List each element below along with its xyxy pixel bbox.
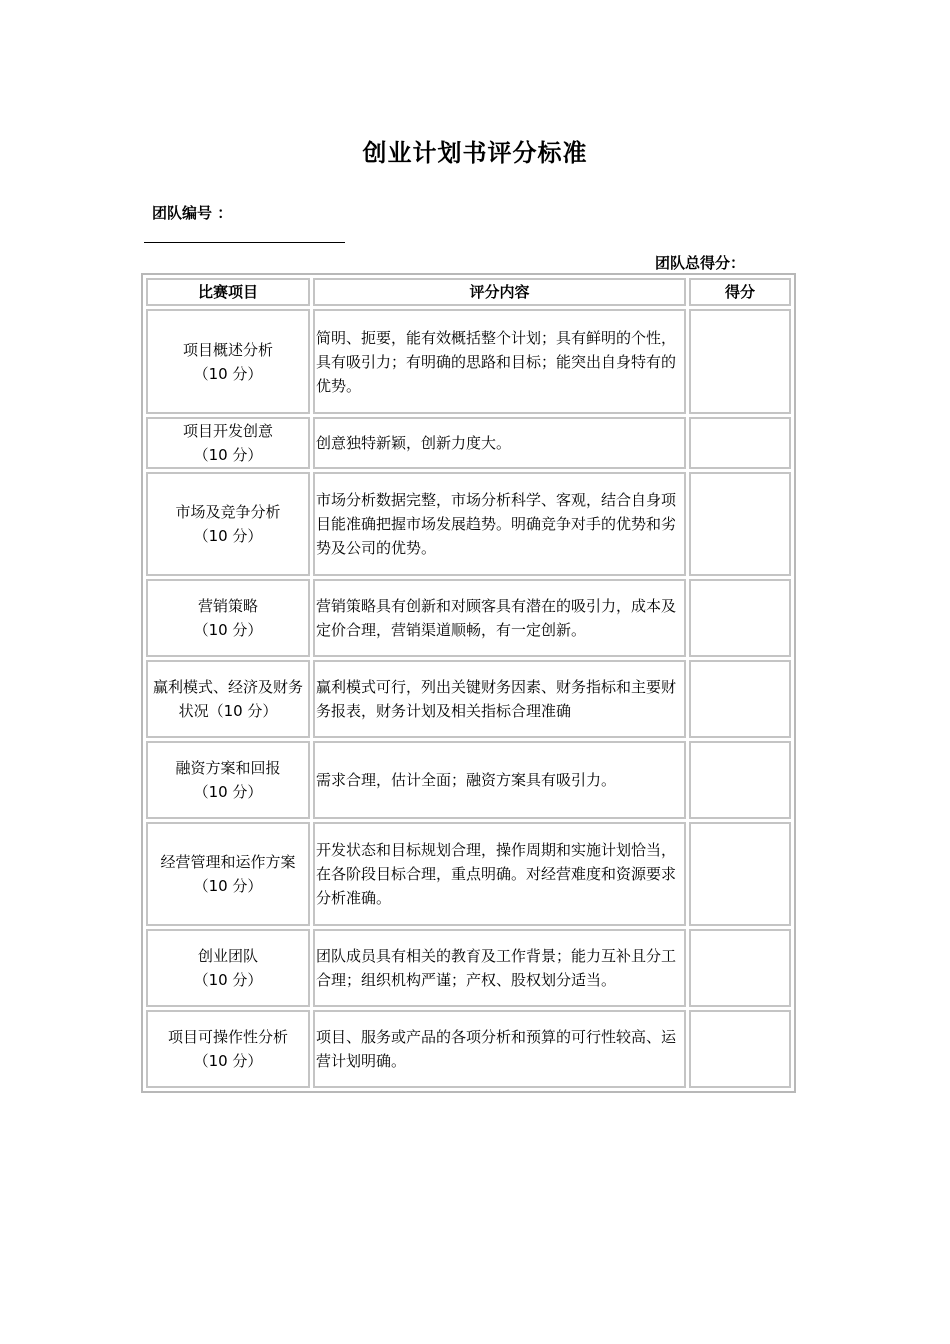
team-number-blank-line: [144, 242, 345, 243]
item-cell: [146, 579, 310, 657]
table-row: [146, 741, 791, 819]
score-cell[interactable]: [689, 822, 791, 926]
table-header-row: [146, 278, 791, 306]
item-name: 营销策略: [197, 597, 258, 615]
score-cell[interactable]: [689, 660, 791, 738]
item-cell: [146, 417, 310, 469]
item-name: 项目概述分析: [182, 340, 273, 359]
item-points: （10 分）: [193, 527, 263, 545]
item-name: 融资方案和回报: [175, 759, 281, 777]
item-cell: [146, 741, 310, 819]
item-cell: [146, 822, 310, 926]
item-cell: [146, 472, 310, 576]
table-row: [146, 309, 791, 414]
score-cell[interactable]: [689, 1010, 791, 1088]
header-competition-item: 比赛项目: [146, 278, 310, 306]
item-name: 项目可操作性分析: [167, 1028, 288, 1046]
score-cell[interactable]: [689, 309, 791, 414]
item-points: 状况（10 分）: [178, 702, 278, 720]
item-name: 创业团队: [197, 947, 258, 965]
total-score-label: 团队总得分：: [655, 254, 746, 272]
item-points: （10 分）: [193, 1052, 263, 1070]
table-row: [146, 1010, 791, 1088]
table-row: [146, 822, 791, 926]
page-title: 创业计划书评分标准: [362, 139, 588, 167]
item-cell: [146, 929, 310, 1007]
item-points: （10 分）: [193, 364, 263, 383]
score-cell[interactable]: [689, 741, 791, 819]
content-cell: 简明、扼要，能有效概括整个计划；具有鲜明的个性，具有吸引力；有明确的思路和目标；能突出自身特有的优势。: [313, 309, 686, 414]
item-cell: [146, 660, 310, 738]
item-points: （10 分）: [193, 446, 263, 464]
item-name: 市场及竞争分析: [175, 503, 281, 521]
score-cell[interactable]: [689, 472, 791, 576]
item-name: 经营管理和运作方案: [160, 853, 296, 871]
content-cell: 营销策略具有创新和对顾客具有潜在的吸引力，成本及定价合理，营销渠道顺畅，有一定创新。: [313, 579, 686, 657]
content-cell: 赢利模式可行，列出关键财务因素、财务指标和主要财务报表，财务计划及相关指标合理准确: [313, 660, 686, 738]
content-cell: 市场分析数据完整，市场分析科学、客观，结合自身项目能准确把握市场发展趋势。明确竞争对手的优势和劣势及公司的优势。: [313, 472, 686, 576]
score-cell[interactable]: [689, 929, 791, 1007]
table-row: [146, 417, 791, 469]
header-scoring-content: 评分内容: [313, 278, 686, 306]
table-row: [146, 472, 791, 576]
content-cell: 开发状态和目标规划合理，操作周期和实施计划恰当，在各阶段目标合理，重点明确。对经营难度和资源要求分析准确。: [313, 822, 686, 926]
content-cell: 团队成员具有相关的教育及工作背景；能力互补且分工合理；组织机构严谨；产权、股权划分适当。: [313, 929, 686, 1007]
item-points: （10 分）: [193, 971, 263, 989]
item-name: 赢利模式、经济及财务: [152, 678, 303, 696]
item-points: （10 分）: [193, 783, 263, 801]
team-number-label: 团队编号 ：: [152, 204, 233, 222]
item-points: （10 分）: [193, 877, 263, 895]
header-score: 得分: [689, 278, 791, 306]
item-name: 项目开发创意: [182, 422, 273, 440]
score-cell[interactable]: [689, 579, 791, 657]
table-row: [146, 579, 791, 657]
item-cell: [146, 309, 310, 414]
table-row: [146, 929, 791, 1007]
table-row: [146, 660, 791, 738]
content-cell: 需求合理，估计全面；融资方案具有吸引力。: [313, 741, 686, 819]
content-cell: 创意独特新颖，创新力度大。: [313, 417, 686, 469]
score-cell[interactable]: [689, 417, 791, 469]
scoring-table: [141, 273, 796, 1093]
item-points: （10 分）: [193, 621, 263, 639]
item-cell: [146, 1010, 310, 1088]
content-cell: 项目、服务或产品的各项分析和预算的可行性较高、运营计划明确。: [313, 1010, 686, 1088]
